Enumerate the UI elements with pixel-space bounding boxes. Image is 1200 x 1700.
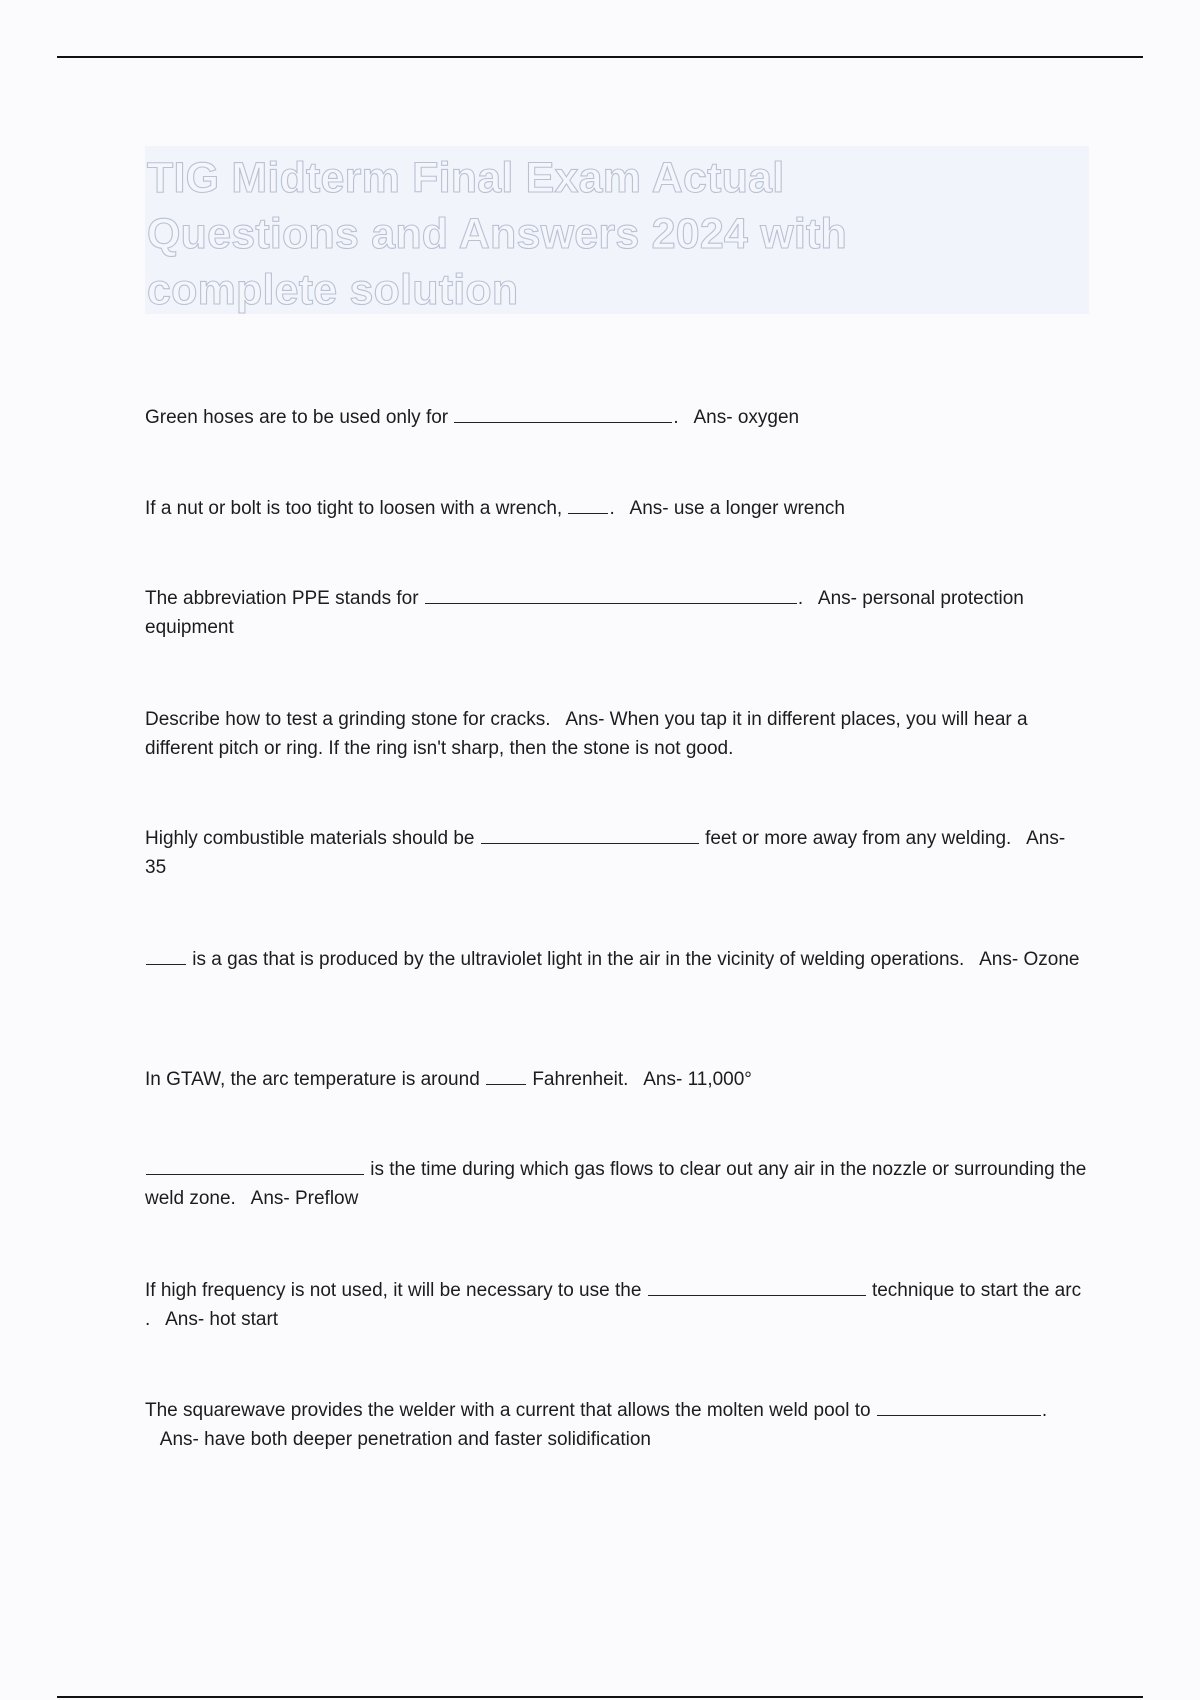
question-9-text: If high frequency is not used, it will be necessary to use the (145, 1280, 642, 1301)
answer-blank (454, 407, 672, 423)
answer-blank (481, 828, 699, 844)
answer-blank (146, 1159, 364, 1175)
question-5-text: Highly combustible materials should be (145, 828, 475, 849)
question-1-answer: Ans- oxygen (693, 407, 800, 428)
question-5 (145, 824, 1090, 882)
question-6-answer: Ans- Ozone (979, 949, 1080, 970)
question-3-text: The abbreviation PPE stands for (145, 588, 419, 609)
question-9-text-after: technique to start the arc . (145, 1280, 1082, 1330)
question-9 (145, 1276, 1090, 1334)
question-10-text: The squarewave provides the welder with a current that allows the molten weld pool to (145, 1400, 871, 1421)
question-1 (145, 403, 1090, 432)
question-7-answer: Ans- 11,000° (643, 1069, 752, 1090)
question-3-answer: Ans- personal protection equipment (145, 588, 1024, 638)
question-8-answer: Ans- Preflow (250, 1188, 359, 1209)
question-6 (145, 945, 1090, 974)
title-banner (145, 146, 1089, 314)
question-2-text-after: . (609, 498, 615, 519)
question-7 (145, 1065, 1090, 1094)
question-10-text-after: . (1041, 1400, 1048, 1421)
answer-blank (568, 498, 608, 514)
question-7-text-after: Fahrenheit. (532, 1069, 629, 1090)
question-6-text: is a gas that is produced by the ultraviolet light in the air in the vicinity of welding operations. (192, 949, 965, 970)
question-1-text-after: . (673, 407, 679, 428)
question-8 (145, 1155, 1090, 1213)
question-8-text: is the time during which gas flows to clear out any air in the nozzle or surrounding the weld zone. (145, 1159, 1087, 1209)
question-10 (145, 1396, 1090, 1454)
question-2-answer: Ans- use a longer wrench (629, 498, 845, 519)
question-10-answer: Ans- have both deeper penetration and faster solidification (159, 1429, 651, 1450)
question-7-text: In GTAW, the arc temperature is around (145, 1069, 480, 1090)
question-5-answer: Ans- 35 (145, 828, 1066, 878)
answer-blank (146, 949, 186, 965)
question-3-text-after: . (797, 588, 804, 609)
answer-blank (486, 1069, 526, 1085)
answer-blank (425, 588, 797, 604)
header-rule (57, 56, 1143, 58)
answer-blank (877, 1400, 1041, 1416)
question-1-text: Green hoses are to be used only for (145, 407, 449, 428)
question-9-answer: Ans- hot start (165, 1309, 279, 1330)
footer-rule (57, 1696, 1143, 1698)
question-4-text: Describe how to test a grinding stone for cracks. (145, 709, 551, 730)
question-3 (145, 584, 1090, 642)
question-4-answer: Ans- When you tap it in different places, you will hear a different pitch or ring. If the ring isn't sharp, then the stone is not good. (145, 709, 1028, 759)
answer-blank (648, 1280, 866, 1296)
question-5-text-after: feet or more away from any welding. (705, 828, 1012, 849)
document-title: TIG Midterm Final Exam Actual Questions and Answers 2024 with complete solution (147, 154, 847, 314)
question-2 (145, 494, 1090, 523)
question-4 (145, 705, 1090, 763)
question-2-text: If a nut or bolt is too tight to loosen with a wrench, (145, 498, 563, 519)
